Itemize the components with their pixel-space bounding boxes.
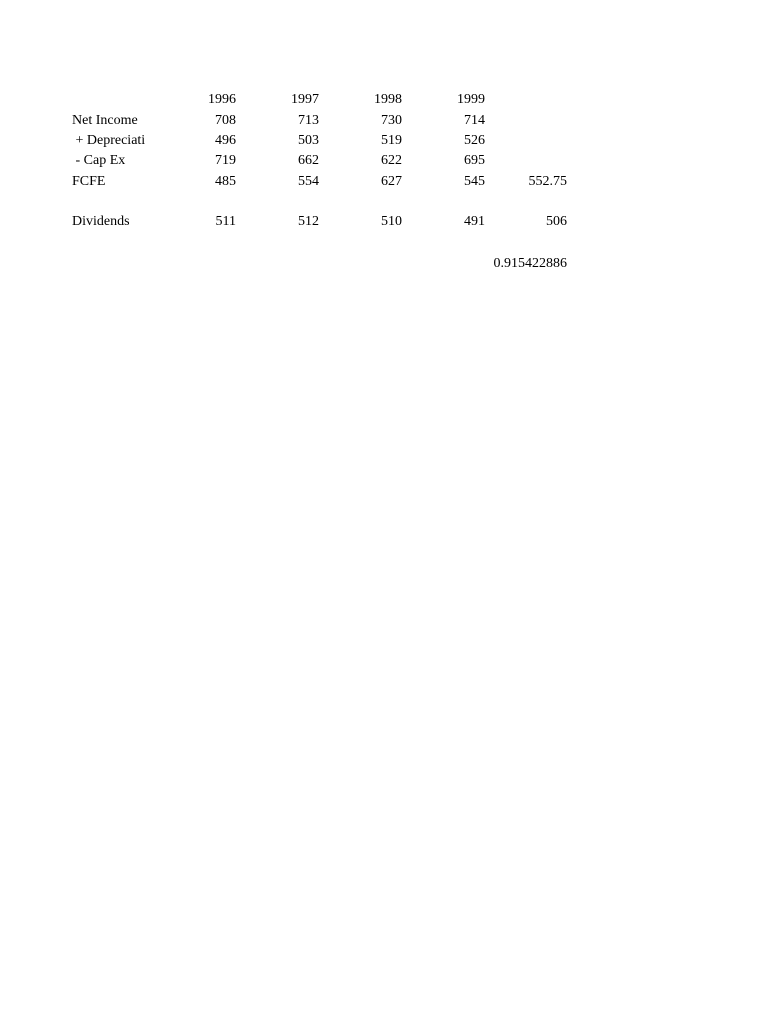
dividend-payout-ratio: 0.915422886 <box>493 256 567 271</box>
fcfe-average: 552.75 <box>528 174 567 189</box>
capex-label: - Cap Ex <box>72 153 126 168</box>
capex-row <box>0 151 768 171</box>
capex-1998: 622 <box>381 153 402 168</box>
net-income-1996: 708 <box>215 113 236 128</box>
year-header-1998: 1998 <box>374 92 402 107</box>
depreciation-1996: 496 <box>215 133 236 148</box>
dividends-1997: 512 <box>298 214 319 229</box>
capex-1997: 662 <box>298 153 319 168</box>
capex-1996: 719 <box>215 153 236 168</box>
dividends-1996: 511 <box>215 214 236 229</box>
fcfe-label: FCFE <box>72 174 106 189</box>
net-income-label: Net Income <box>72 113 138 128</box>
dividends-row <box>0 212 768 232</box>
fcfe-1996: 485 <box>215 174 236 189</box>
year-header-1999: 1999 <box>457 92 485 107</box>
dividends-label: Dividends <box>72 214 130 229</box>
fcfe-row <box>0 172 768 192</box>
dividends-1998: 510 <box>381 214 402 229</box>
net-income-1997: 713 <box>298 113 319 128</box>
depreciation-1997: 503 <box>298 133 319 148</box>
depreciation-row <box>0 131 768 151</box>
header-row <box>0 90 768 110</box>
year-header-1996: 1996 <box>208 92 236 107</box>
depreciation-1998: 519 <box>381 133 402 148</box>
depreciation-1999: 526 <box>464 133 485 148</box>
net-income-1999: 714 <box>464 113 485 128</box>
depreciation-label: + Depreciati <box>72 133 146 148</box>
fcfe-1997: 554 <box>298 174 319 189</box>
fcfe-1999: 545 <box>464 174 485 189</box>
dividends-average: 506 <box>546 214 567 229</box>
net-income-1998: 730 <box>381 113 402 128</box>
ratio-row <box>0 254 768 274</box>
dividends-1999: 491 <box>464 214 485 229</box>
net-income-row <box>0 111 768 131</box>
capex-1999: 695 <box>464 153 485 168</box>
year-header-1997: 1997 <box>291 92 319 107</box>
fcfe-1998: 627 <box>381 174 402 189</box>
